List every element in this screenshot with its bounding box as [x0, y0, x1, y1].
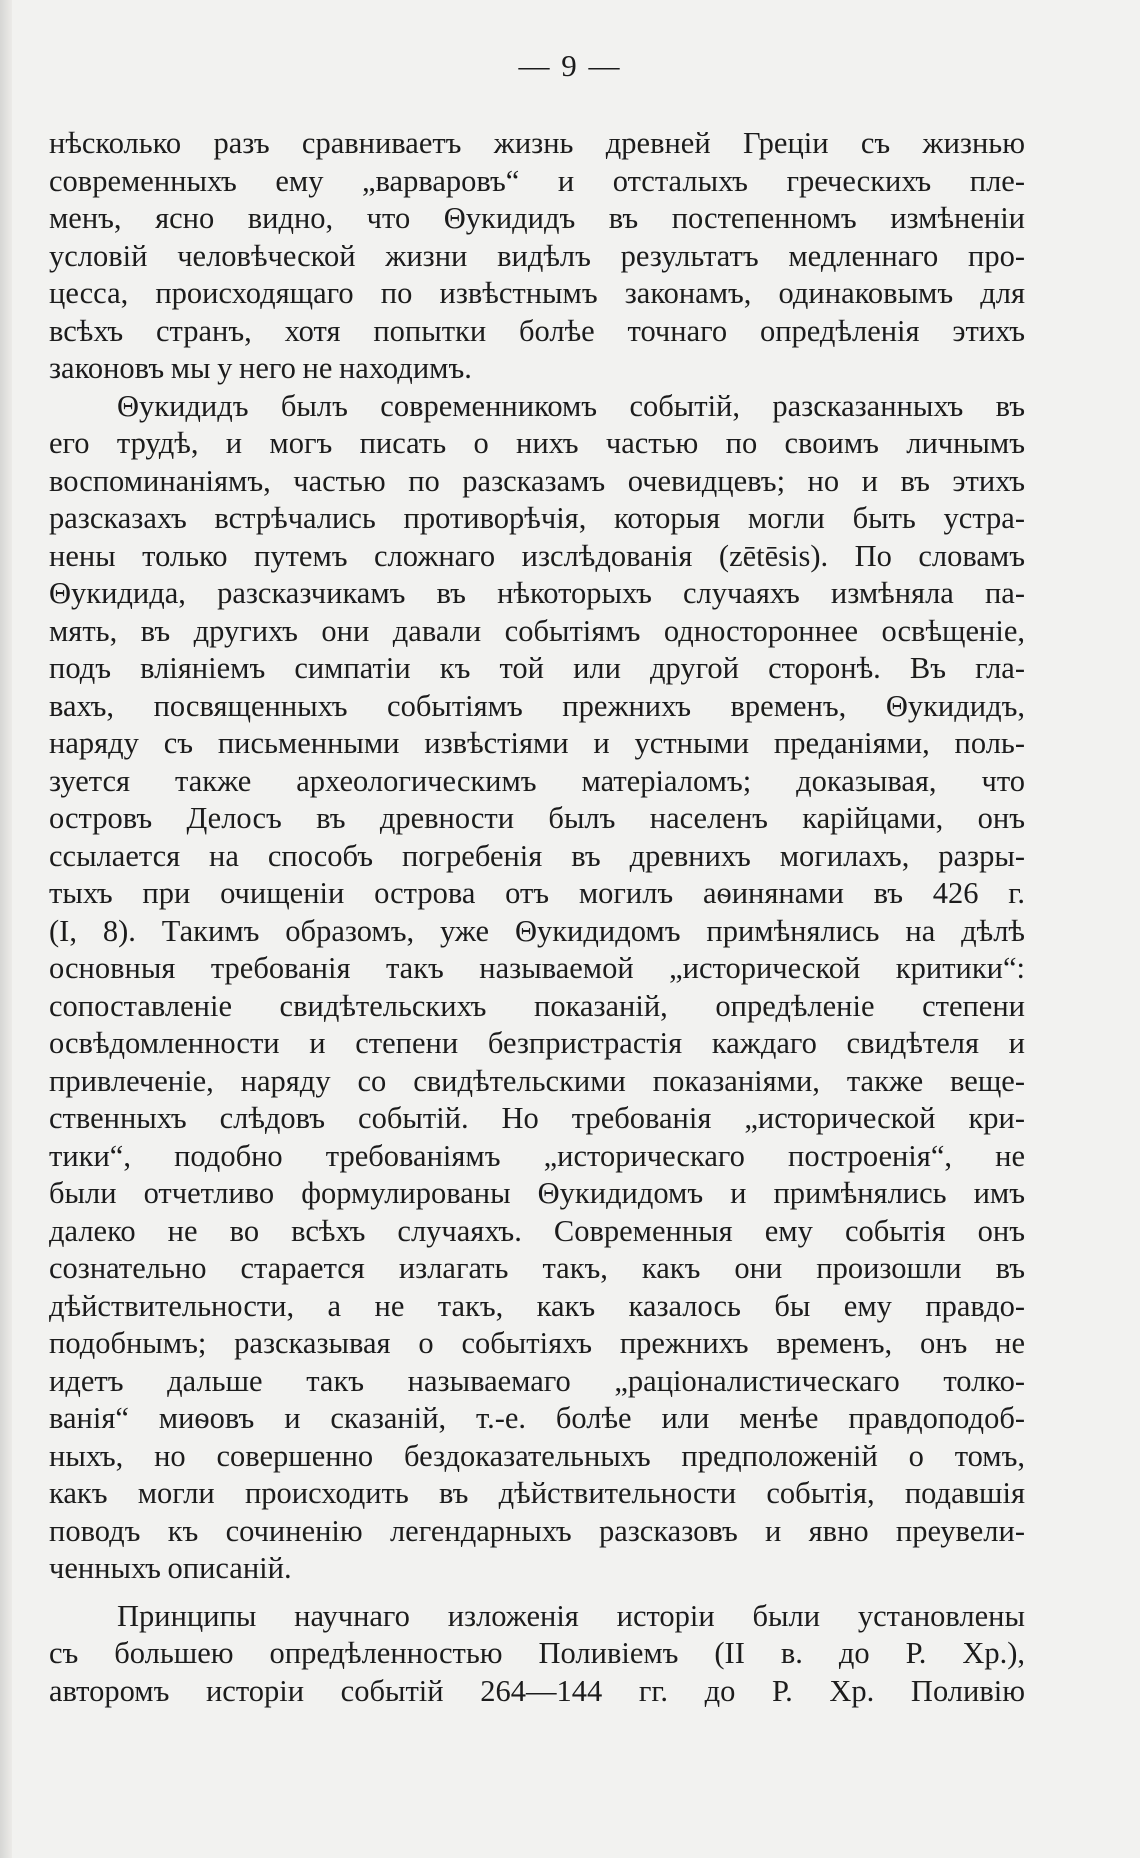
- paragraph-1: [49, 125, 1025, 388]
- scan-edge-shadow: [0, 0, 12, 1858]
- paragraph-gap: [49, 1588, 1025, 1598]
- text-line: мять, въ другихъ они давали событiямъ одностороннее освѣщенiе,: [49, 613, 1025, 648]
- text-line: ченныхъ описанiй.: [49, 1551, 292, 1585]
- text-line: островъ Делосъ въ древности былъ населенъ карiйцами, онъ: [49, 801, 1025, 835]
- text-line: далеко не во всѣхъ случаяхъ. Современныя ему событiя онъ: [49, 1213, 1025, 1248]
- text-line: законовъ мы у него не находимъ.: [49, 351, 472, 385]
- text-line: сопоставленiе свидѣтельскихъ показанiй, опредѣленiе степени: [49, 988, 1025, 1023]
- text-line: современныхъ ему „варваровъ“ и отсталыхъ греческихъ пле-: [49, 163, 1025, 198]
- paragraph-3: [49, 1598, 1025, 1711]
- text-line: нѣсколько разъ сравниваетъ жизнь древней Грецiи съ жизнью: [49, 126, 1025, 160]
- paragraph-2: [49, 388, 1025, 1588]
- text-line: идетъ дальше такъ называемаго „рацiоналистическаго толко-: [49, 1363, 1025, 1398]
- text-line: всѣхъ странъ, хотя попытки болѣе точнаго опредѣленiя этихъ: [49, 313, 1025, 348]
- text-line: вахъ, посвященныхъ событiямъ прежнихъ временъ, Θукидидъ,: [49, 688, 1025, 723]
- text-line: съ большею опредѣленностью Поливiемъ (II в. до Р. Хр.),: [49, 1636, 1025, 1670]
- text-line: были отчетливо формулированы Θукидидомъ и примѣнялись имъ: [49, 1176, 1025, 1210]
- text-line: дѣйствительности, а не такъ, какъ казалось бы ему правдо-: [49, 1288, 1025, 1323]
- text-line: привлеченiе, наряду со свидѣтельскими показанiями, также веще-: [49, 1063, 1025, 1098]
- text-line: Θукидидъ былъ современникомъ событiй, разсказанныхъ въ: [117, 388, 1025, 423]
- text-line: основныя требованiя такъ называемой „исторической критики“:: [49, 951, 1025, 985]
- text-line: условiй человѣческой жизни видѣлъ результатъ медленнаго про-: [49, 238, 1025, 273]
- text-line: цесса, происходящаго по извѣстнымъ законамъ, одинаковымъ для: [49, 276, 1025, 310]
- text-line: сознательно старается излагать такъ, какъ они произошли въ: [49, 1251, 1025, 1285]
- text-line: воспоминанiямъ, частью по разсказамъ очевидцевъ; но и въ этихъ: [49, 463, 1025, 498]
- text-line: нены только путемъ сложнаго изслѣдованiя (zētēsis). По словамъ: [49, 538, 1025, 573]
- text-line: ственныхъ слѣдовъ событiй. Но требованiя „исторической кри-: [49, 1101, 1025, 1135]
- text-line: Θукидида, разсказчикамъ въ нѣкоторыхъ случаяхъ измѣняла па-: [49, 576, 1025, 610]
- text-line: ныхъ, но совершенно бездоказательныхъ предположенiй о томъ,: [49, 1438, 1025, 1473]
- text-line: менъ, ясно видно, что Θукидидъ въ постепенномъ измѣненiи: [49, 201, 1025, 235]
- text-line: освѣдомленности и степени безпристрастiя каждаго свидѣтеля и: [49, 1026, 1025, 1060]
- page-number: — 9 —: [518, 48, 622, 83]
- text-line: тики“, подобно требованiямъ „историческаго построенiя“, не: [49, 1138, 1025, 1173]
- text-line: (I, 8). Такимъ образомъ, уже Θукидидомъ примѣнялись на дѣлѣ: [49, 913, 1025, 948]
- text-line: поводъ къ сочиненiю легендарныхъ разсказовъ и явно преувели-: [49, 1513, 1025, 1548]
- text-line: какъ могли происходить въ дѣйствительности событiя, подавшiя: [49, 1476, 1025, 1510]
- text-line: авторомъ исторiи событiй 264—144 гг. до Р. Хр. Поливiю: [49, 1673, 1025, 1708]
- text-line: подобнымъ; разсказывая о событiяхъ прежнихъ временъ, онъ не: [49, 1326, 1025, 1360]
- body-text: [49, 125, 1025, 1710]
- text-line: ванiя“ миѳовъ и сказанiй, т.-е. болѣе или менѣе правдоподоб-: [49, 1401, 1025, 1435]
- text-line: подъ влiянiемъ симпатiи къ той или другой сторонѣ. Въ гла-: [49, 651, 1025, 685]
- text-line: тыхъ при очищенiи острова отъ могилъ аѳинянами въ 426 г.: [49, 876, 1025, 910]
- text-line: ссылается на способъ погребенiя въ древнихъ могилахъ, разры-: [49, 838, 1025, 873]
- text-line: зуется также археологическимъ матерiаломъ; доказывая, что: [49, 763, 1025, 798]
- text-line: его трудѣ, и могъ писать о нихъ частью по своимъ личнымъ: [49, 426, 1025, 460]
- text-line: разсказахъ встрѣчались противорѣчiя, которыя могли быть устра-: [49, 501, 1025, 535]
- text-line: Принципы научнаго изложенiя исторiи были установлены: [117, 1598, 1025, 1633]
- text-line: наряду съ письменными извѣстiями и устными преданiями, поль-: [49, 726, 1025, 760]
